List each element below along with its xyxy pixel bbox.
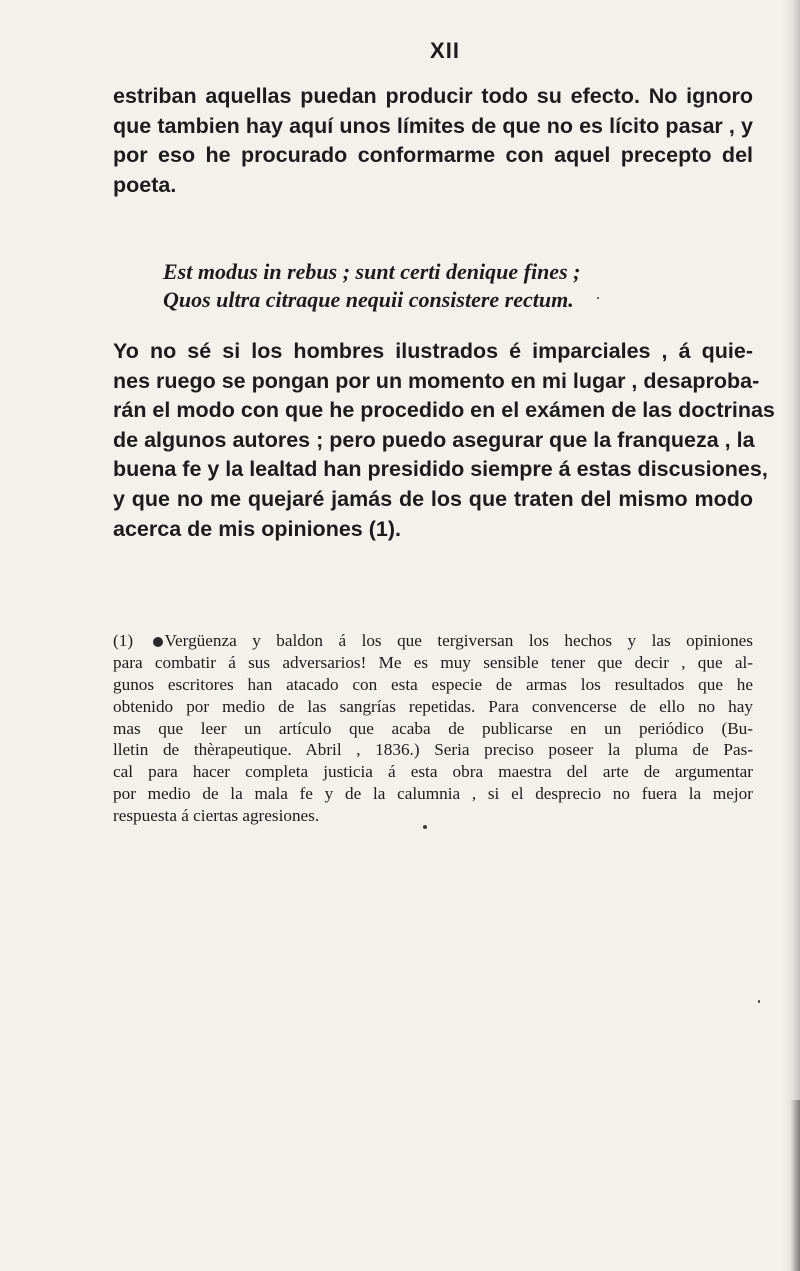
footnote-first-line [113,630,753,652]
footnote-line: gunos escritores han atacado con esta especie de armas los resultados que he [113,674,753,694]
paragraph-2-line: rán el modo con que he procedido en el exámen de las doctrinas [113,398,775,423]
footnote-line: mas que leer un artículo que acaba de publicarse en un periódico (Bu- [113,718,753,738]
ink-speck [597,297,599,299]
footnote-line: respuesta á ciertas agresiones. [113,806,320,826]
footnote-line: cal para hacer completa justicia á esta obra maestra del arte de argumentar [113,762,753,782]
ink-speck [758,1000,760,1003]
footnote-first-line-text: Vergüenza y baldon á los que tergiversan los hechos y las opiniones [164,631,753,650]
paragraph-1-line: que tambien hay aquí unos límites de que no es lícito pasar , y [113,113,753,138]
footnote [113,630,753,827]
paragraph-2-line: acerca de mis opiniones (1). [113,516,401,541]
latin-quote [163,258,663,314]
paragraph-2-line: nes ruego se pongan por un momento en mi lugar , desaproba- [113,368,760,393]
paragraph-1-line: por eso he procurado conformarme con aquel precepto del [113,143,753,167]
footnote-marker: (1) [113,631,134,650]
paragraph-1 [113,82,753,200]
ink-blot-icon [153,637,163,647]
paragraph-1-line: estriban aquellas puedan producir todo su efecto. No ignoro [113,84,753,108]
ink-speck [423,825,427,829]
page-number: XII [430,38,460,63]
footnote-line: por medio de la mala fe y de la calumnia , si el desprecio no fuera la mejor [113,784,753,804]
page-edge-shadow-lower [790,1100,800,1271]
footnote-line: obtenido por medio de las sangrías repetidas. Para convencerse de ello no hay [113,696,753,716]
page-edge-shadow [782,0,800,1271]
paragraph-1-line: poeta. [113,172,177,197]
paragraph-2 [113,337,775,544]
paragraph-2-line: buena fe y la lealtad han presidido siempre á estas discusiones, [113,457,768,482]
footnote-line: para combatir á sus adversarios! Me es muy sensible tener que decir , que al- [113,652,753,672]
quote-line: Quos ultra citraque nequii consistere rectum. [163,287,574,312]
paragraph-2-line: Yo no sé si los hombres ilustrados é imparciales , á quie- [113,339,753,363]
quote-line: Est modus in rebus ; sunt certi denique fines ; [163,259,581,284]
paragraph-2-line: y que no me quejaré jamás de los que traten del mismo modo [113,486,753,511]
footnote-line: lletin de thèrapeutique. Abril , 1836.) Seria preciso poseer la pluma de Pas- [113,740,753,760]
paragraph-2-line: de algunos autores ; pero puedo asegurar que la franqueza , la [113,427,755,452]
